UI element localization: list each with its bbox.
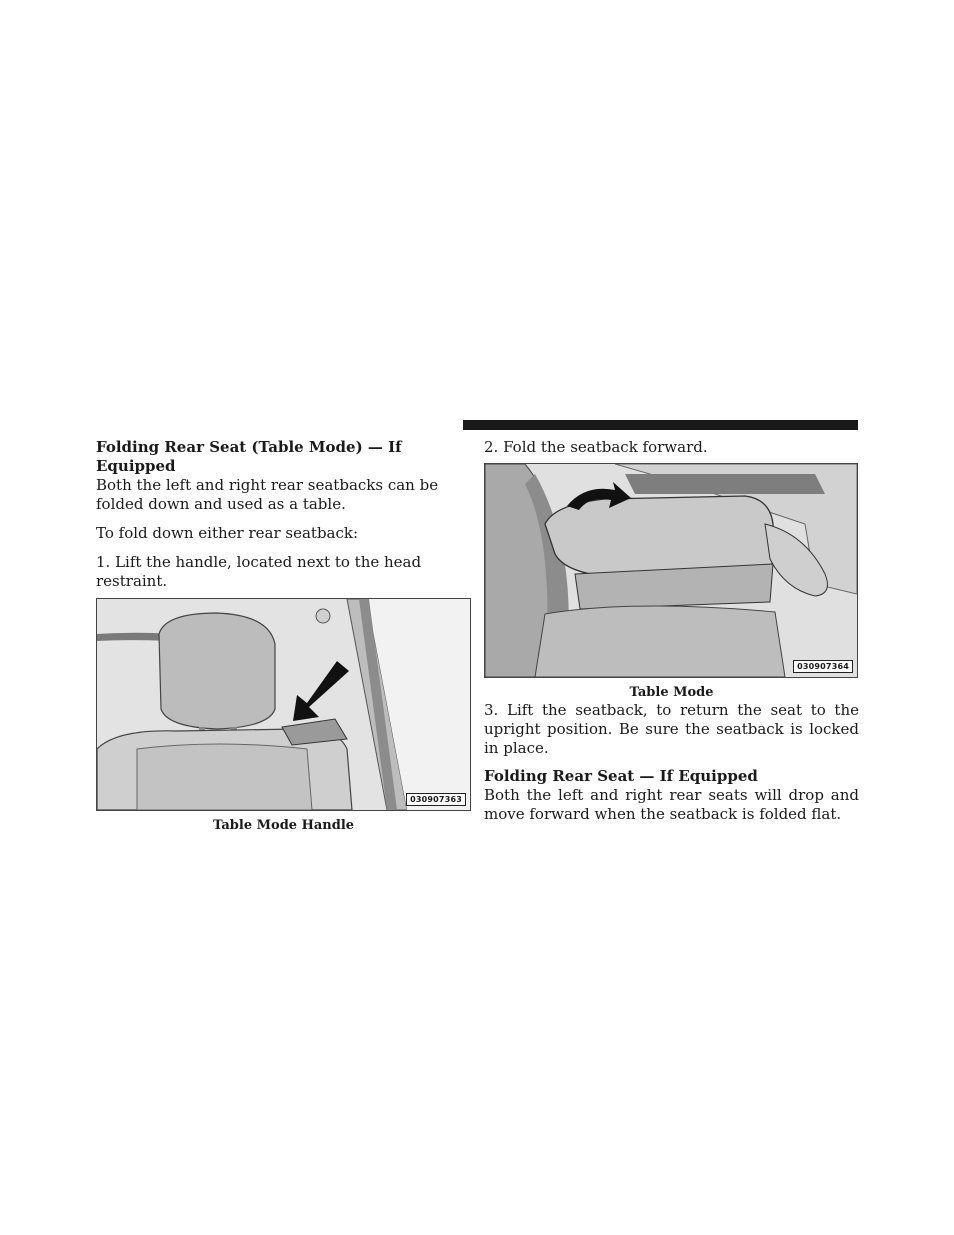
figure-caption: Table Mode Handle: [212, 818, 355, 833]
figure-code: 030907364: [793, 660, 853, 673]
left-column: [96, 438, 471, 834]
folding-rear-seat-paragraph: Both the left and right rear seats will drop and move forward when the seatback is folded flat.: [484, 786, 859, 823]
section-heading-table-mode: Folding Rear Seat (Table Mode) — If Equipped: [96, 438, 402, 475]
illustration-folded-seat: [485, 464, 857, 677]
section-rule: [463, 420, 858, 430]
illustration-headrest: [97, 599, 470, 810]
right-column: [484, 438, 859, 824]
step-3: 3. Lift the seatback, to return the seat to the upright position. Be sure the seatback is locked in place.: [484, 701, 859, 757]
intro-paragraph: Both the left and right rear seatbacks can be folded down and used as a table.: [96, 476, 439, 513]
step-2: 2. Fold the seatback forward.: [484, 438, 708, 456]
section-heading-folding-rear-seat: Folding Rear Seat — If Equipped: [484, 767, 758, 785]
step-1: 1. Lift the handle, located next to the head restraint.: [96, 553, 422, 590]
instruction-lead: To fold down either rear seatback:: [96, 524, 359, 542]
figure-code: 030907363: [406, 793, 466, 806]
figure-caption: Table Mode: [629, 685, 714, 700]
figure-table-mode: [484, 463, 858, 678]
figure-table-mode-handle: [96, 598, 471, 811]
